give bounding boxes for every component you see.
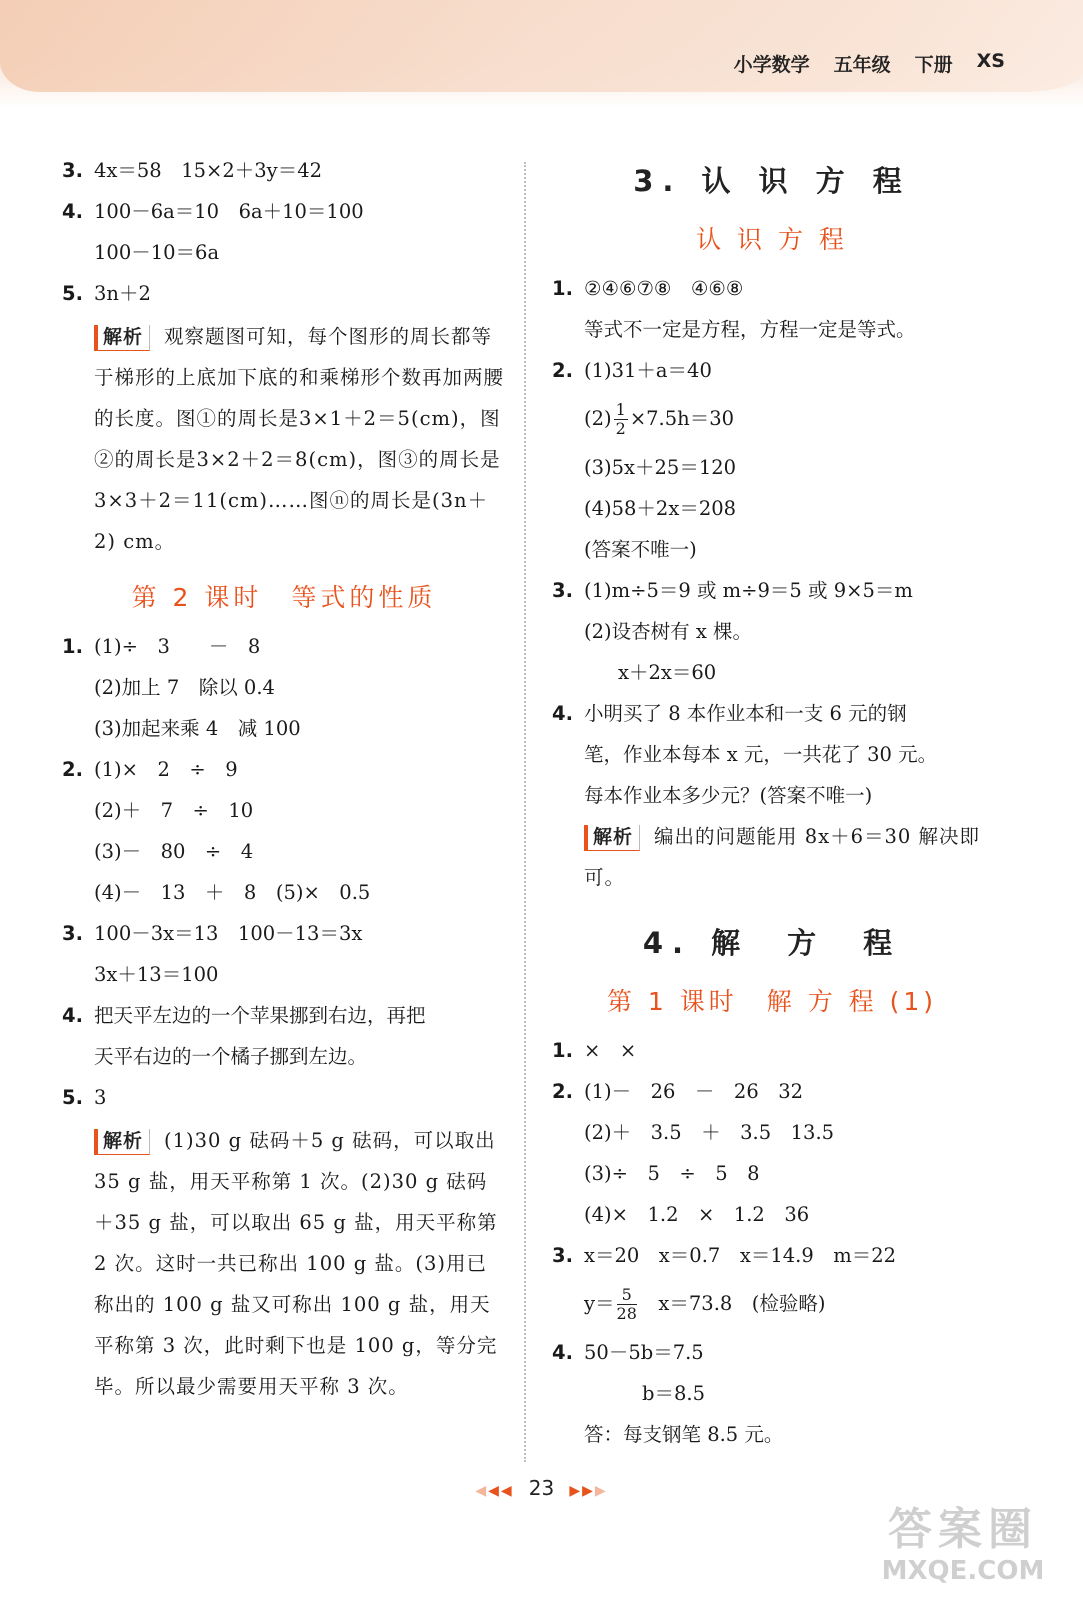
answer-line [552,1071,992,1112]
watermark-logo [863,1504,1063,1594]
column-divider [524,162,526,1462]
header-edition: XS [976,50,1005,72]
answer-line [552,570,992,611]
fraction-denominator: 2 [615,419,626,438]
answer-text: 100－6a＝10 6a＋10＝100 [94,200,364,223]
answer-line [552,1332,992,1373]
header-brush [0,0,1083,92]
answer-line [552,529,992,570]
question-number: 4. [552,702,573,725]
section-3-title: 3. 认 识 方 程 [633,164,911,198]
answer-text: (1)m÷5＝9 或 m÷9＝5 或 9×5＝m [584,579,913,602]
fraction-5-28 [617,1286,637,1323]
section-3-lines-b [552,447,992,652]
watermark-main: 答案圈 [888,1504,1038,1555]
answer-text: 天平右边的一个橘子挪到左边。 [94,1045,368,1068]
answer-line [62,191,506,232]
answer-line [552,268,992,309]
answer-text: (4)－ 13 ＋ 8 (5)× 0.5 [94,881,371,904]
analysis-text: (1)30 g 砝码＋5 g 砝码，可以取出 35 g 盐，用天平称第 1 次。(2)30 g 砝码＋35 g 盐，可以取出 65 g 盐，用天平称第 2 次。这时一共已称出 100 g 盐。(3)用已称出的 100 g 盐又可称出 100 g 盐，用天平称第 3 次，此时剩下也是 100 g，等分完毕。所以最少需要用天平称 3 次。 [94,1129,498,1398]
answer-line [552,1373,992,1414]
answer-text: 50－5b＝7.5 [584,1341,704,1364]
answer-line [552,1153,992,1194]
answer-line [62,790,506,831]
header-grade: 五年级 [833,54,891,76]
answer-line [62,273,506,314]
analysis-tag: 解析 [94,1129,150,1155]
answer-line [62,913,506,954]
answer-text: (4)× 1.2 × 1.2 36 [584,1203,810,1226]
answer-line [62,667,506,708]
q2-2-line [552,391,992,447]
answer-text: 笔，作业本每本 x 元，一共花了 30 元。 [584,743,938,766]
header-subject: 小学数学 [733,54,810,76]
answer-line [62,995,506,1036]
answer-line [552,1030,992,1071]
answer-text: (答案不唯一) [584,538,697,561]
answer-text: 答：每支钢笔 8.5 元。 [584,1423,784,1446]
section-3-subtitle: 认 识 方 程 [696,225,848,254]
q3-prefix: y＝ [584,1292,615,1315]
answer-line [552,350,992,391]
question-number: 3. [62,159,83,182]
q3-fraction-line [552,1276,992,1332]
analysis-text: 编出的问题能用 8x＋6＝30 解决即可。 [584,825,981,889]
q2-2-suffix: ×7.5h＝30 [629,407,735,430]
fraction-denominator: 28 [616,1304,637,1323]
analysis-tag: 解析 [584,825,640,851]
answer-text: (3)－ 80 ÷ 4 [94,840,254,863]
question-number: 3. [552,1244,573,1267]
answer-line [62,749,506,790]
question-number: 4. [62,200,83,223]
question-number: 5. [62,282,83,305]
question-number: 2. [552,1080,573,1103]
question-number: 2. [552,359,573,382]
answer-text: x＝20 x＝0.7 x＝14.9 m＝22 [584,1244,897,1267]
answer-line [62,1036,506,1077]
answer-line [552,1194,992,1235]
answer-text: 100－10＝6a [94,241,220,264]
answer-line [62,954,506,995]
answer-text: (3)÷ 5 ÷ 5 8 [584,1162,760,1185]
answer-text: 每本作业本多少元？(答案不唯一) [584,784,873,807]
answer-text: (1)－ 26 － 26 32 [584,1080,804,1103]
answer-text: 100－3x＝13 100－13＝3x [94,922,363,945]
lesson-2-title: 第 2 课时 等式的性质 [131,583,437,612]
q2-2-prefix: (2) [584,407,612,430]
right-arrows-icon: ▶▶▶ [569,1483,608,1499]
answer-line [62,232,506,273]
answer-text: 把天平左边的一个苹果挪到右边，再把 [94,1004,426,1027]
left-answer-lines [62,150,506,314]
page-number: 23 [528,1476,555,1500]
section-3-lines-a [552,268,992,391]
question-number: 4. [552,1341,573,1364]
question-number: 3. [552,579,573,602]
answer-text: ②④⑥⑦⑧ ④⑥⑧ [584,277,744,300]
question-number: 1. [552,277,573,300]
left-arrows-icon: ◀◀◀ [475,1483,514,1499]
running-header [734,50,1005,77]
section-4-title: 4. 解 方 程 [642,926,902,960]
answer-line [62,708,506,749]
q3-suffix: x＝73.8 (检验略) [638,1292,826,1315]
answer-line [552,693,992,734]
question-number: 3. [62,922,83,945]
answer-text: 3x＋13＝100 [94,963,219,986]
answer-text: 4x＝58 15×2＋3y＝42 [94,159,323,182]
answer-text: (2)＋ 3.5 ＋ 3.5 13.5 [584,1121,835,1144]
answer-line [62,1077,506,1118]
fraction-numerator: 5 [617,1286,637,1305]
analysis-block-1 [62,316,506,562]
answer-line [552,1112,992,1153]
answer-line [62,831,506,872]
answer-text: (1)÷ 3 － 8 [94,635,261,658]
section-4-question-4 [552,1332,992,1455]
analysis-text: 观察题图可知，每个图形的周长都等于梯形的上底加下底的和乘梯形个数再加两腰的长度。图①的周长是3×1＋2＝5(cm)，图②的周长是3×2＋2＝8(cm)，图③的周长是3×3＋2＝11(cm)……图ⓝ的周长是(3n＋2) cm。 [94,325,505,553]
answer-line [552,488,992,529]
question-number: 5. [62,1086,83,1109]
answer-text: (3)5x＋25＝120 [584,456,737,479]
analysis-block-2 [62,1120,506,1407]
answer-line [552,1235,992,1276]
answer-text: (4)58＋2x＝208 [584,497,737,520]
lesson-2-answer-lines [62,626,506,1118]
fraction-numerator: 1 [615,400,626,419]
answer-text: 3n＋2 [94,282,151,305]
answer-text: (2)＋ 7 ÷ 10 [94,799,254,822]
answer-text: (3)加起来乘 4 减 100 [94,717,301,740]
answer-text: (1)× 2 ÷ 9 [94,758,238,781]
answer-text: 等式不一定是方程，方程一定是等式。 [584,318,916,341]
answer-line [552,309,992,350]
answer-line [62,626,506,667]
answer-line [552,611,992,652]
fraction-half [614,401,628,438]
header-volume: 下册 [914,54,953,76]
left-column [62,150,506,1407]
question-number: 4. [62,1004,83,1027]
answer-text: 小明买了 8 本作业本和一支 6 元的钢 [584,702,907,725]
equation-line: x＋2x＝60 [618,661,717,684]
section-4-lines [552,1030,992,1276]
answer-line [552,447,992,488]
answer-text: (1)31＋a＝40 [584,359,712,382]
answer-line [62,872,506,913]
answer-line [62,150,506,191]
answer-line [552,775,992,816]
analysis-block-3 [552,816,992,898]
question-number: 1. [62,635,83,658]
question-number: 2. [62,758,83,781]
answer-line [552,1414,992,1455]
watermark-url: MXQE.COM [881,1556,1045,1586]
answer-text: b＝8.5 [642,1382,705,1405]
analysis-tag: 解析 [94,325,150,351]
right-column [552,150,992,1455]
section-3-question-4 [552,693,992,816]
answer-text: (2)加上 7 除以 0.4 [94,676,275,699]
answer-text: 3 [94,1086,107,1109]
answer-text: (2)设杏树有 x 棵。 [584,620,753,643]
answer-text: × × [584,1039,637,1062]
answer-line [552,734,992,775]
question-number: 1. [552,1039,573,1062]
lesson-1-title: 第 1 课时 解 方 程 (1) [606,987,938,1016]
page-footer [0,1476,1083,1500]
